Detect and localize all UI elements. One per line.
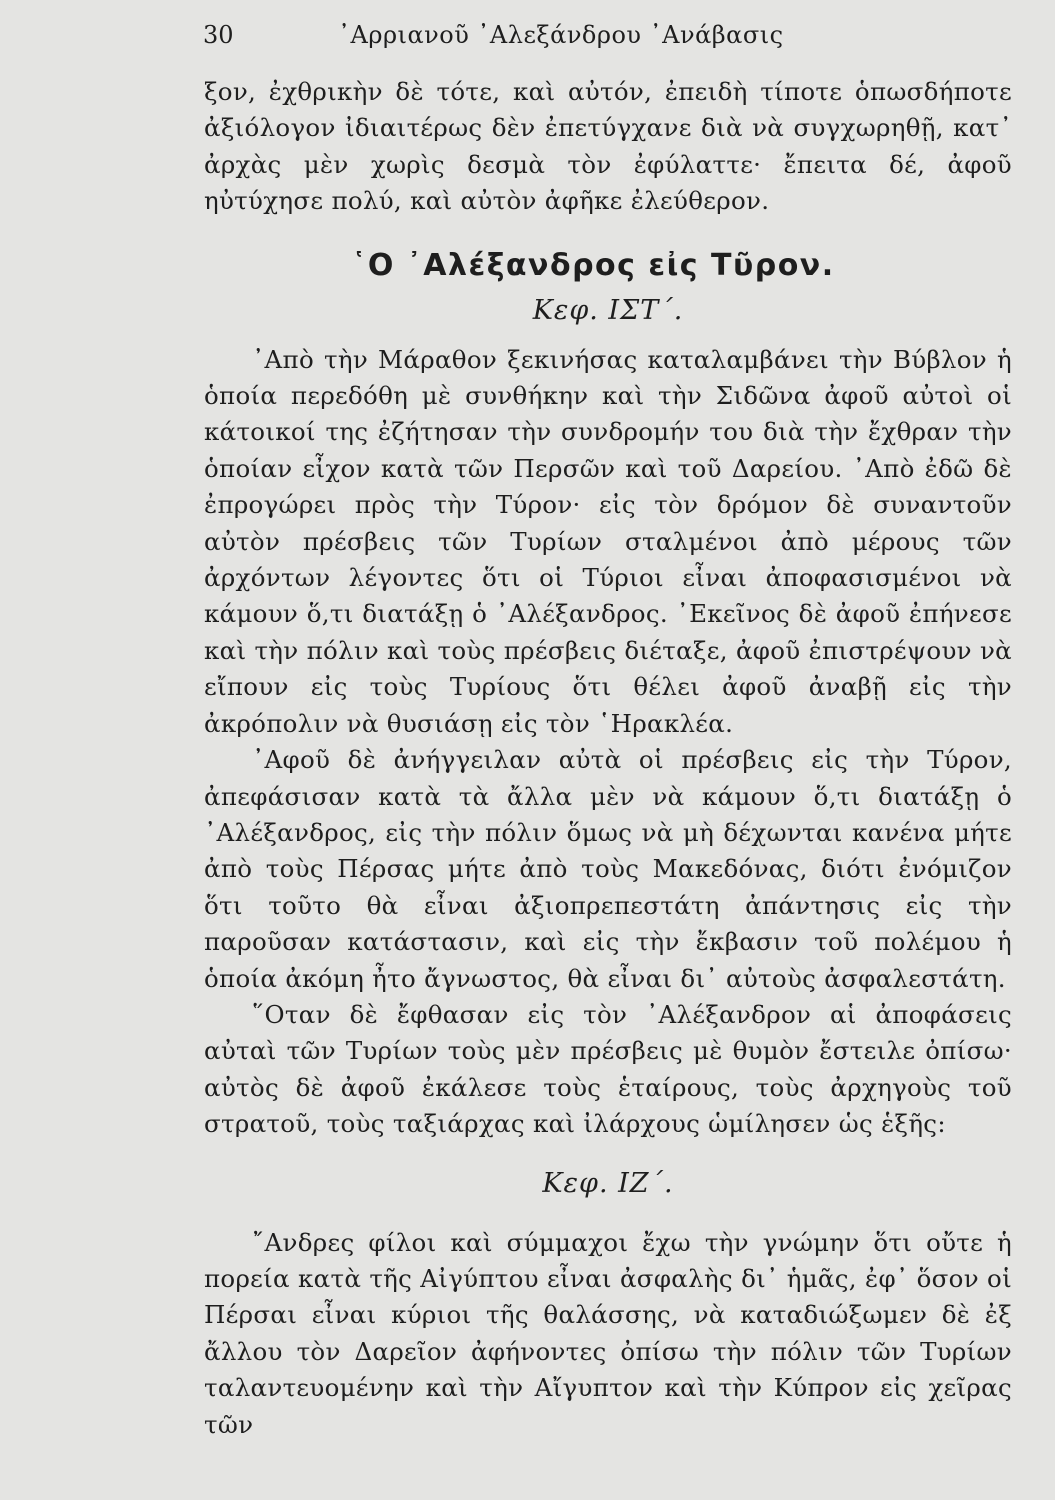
paragraph: ῎Ανδρες φίλοι καὶ σύμμαχοι ἔχω τὴν γνώμην ὅτι οὔτε ἡ πορεία κατὰ τῆς Αἰγύπτου εἶναι ἀσφαλὴς δι᾿ ἡμᾶς, ἐφ᾿ ὅσον οἱ Πέρσαι εἶναι κύριοι τῆς θαλάσσης, νὰ καταδιώξωμεν δὲ ἐξ ἄλλου τὸν Δαρεῖον ἀφήνοντες ὀπίσω τὴν πόλιν τῶν Τυρίων ταλαντευομένην καὶ τὴν Αἴγυπτον καὶ τὴν Κύπρον εἰς χεῖρας τῶν: [204, 1227, 1012, 1439]
page-body: [204, 74, 1012, 1443]
paragraph: ᾿Αφοῦ δὲ ἀνήγγειλαν αὐτὰ οἱ πρέσβεις εἰς τὴν Τύρον, ἀπεφάσισαν κατὰ τὰ ἄλλα μὲν νὰ κάμουν ὅ,τι διατάξῃ ὁ ᾿Αλέξανδρος, εἰς τὴν πόλιν ὅμως νὰ μὴ δέχωνται κανένα μήτε ἀπὸ τοὺς Πέρσας μήτε ἀπὸ τοὺς Μακεδόνας, διότι ἐνόμιζον ὅτι τοῦτο θὰ εἶναι ἀξιοπρεπεστάτη ἀπάντησις εἰς τὴν παροῦσαν κατάστασιν, καὶ εἰς τὴν ἔκβασιν τοῦ πολέμου ἡ ὁποία ἀκόμη ἦτο ἄγνωστος, θὰ εἶναι δι᾿ αὐτοὺς ἀσφαλεστάτη.: [204, 745, 1012, 993]
paragraph: ᾿Απὸ τὴν Μάραθον ξεκινήσας καταλαμβάνει τὴν Βύβλον ἡ ὁποία περεδόθη μὲ συνθήκην καὶ τὴν Σιδῶνα ἀφοῦ αὐτοὶ οἱ κάτοικοί της ἐζήτησαν τὴν συνδρομήν του διὰ τὴν ἔχθραν τὴν ὁποίαν εἶχον κατὰ τῶν Περσῶν καὶ τοῦ Δαρείου. ᾿Απὸ ἐδῶ δὲ ἐπρογώρει πρὸς τὴν Τύρον· εἰς τὸν δρόμον δὲ συναντοῦν αὐτὸν πρέσβεις τῶν Τυρίων σταλμένοι ἀπὸ μέρους τῶν ἀρχόντων λέγοντες ὅτι οἱ Τύριοι εἶναι ἀποφασισμένοι νὰ κάμουν ὅ,τι διατάξῃ ὁ ᾿Αλέξανδρος. ᾿Εκεῖνος δὲ ἀφοῦ ἐπήνεσε καὶ τὴν πόλιν καὶ τοὺς πρέσβεις διέταξε, ἀφοῦ ἐπιστρέψουν νὰ εἴπουν εἰς τοὺς Τυρίους ὅτι θέλει ἀφοῦ ἀναβῇ εἰς τὴν ἀκρόπολιν νὰ θυσιάσῃ εἰς τὸν ῾Ηρακλέα.: [204, 344, 1012, 738]
running-title: ᾿Αρριανοῦ ᾿Αλεξάνδρου ᾿Ανάβασις: [338, 21, 784, 49]
section-title: ῾Ο ᾿Αλέξανδρος εἰς Τῦρον.: [351, 247, 835, 283]
page-number: 30: [203, 21, 234, 49]
page-header: [203, 18, 1013, 52]
paragraph: ῞Οταν δὲ ἔφθασαν εἰς τὸν ᾿Αλέξανδρον αἱ ἀποφάσεις αὐταὶ τῶν Τυρίων τοὺς μὲν πρέσβεις μὲ θυμὸν ἔστειλε ὀπίσω· αὐτὸς δὲ ἀφοῦ ἐκάλεσε τοὺς ἑταίρους, τοὺς ἀρχηγοὺς τοῦ στρατοῦ, τοὺς ταξιάρχας καὶ ἰλάρχους ὡμίλησεν ὡς ἑξῆς:: [204, 999, 1012, 1139]
chapter-heading: Κεφ. ΙΖ΄.: [542, 1167, 674, 1199]
chapter-heading: Κεφ. ΙΣΤ΄.: [532, 294, 684, 326]
paragraph-continuation: ξον, ἐχθρικὴν δὲ τότε, καὶ αὐτόν, ἐπειδὴ τίποτε ὁπωσδήποτε ἀξιόλογον ἰδιαιτέρως δὲν ἐπετύγχανε διὰ νὰ συγχωρηθῇ, κατ᾿ ἀρχὰς μὲν χωρὶς δεσμὰ τὸν ἐφύλαττε· ἔπειτα δέ, ἀφοῦ ηὐτύχησε πολύ, καὶ αὐτὸν ἀφῆκε ἐλεύθερον.: [204, 77, 1012, 216]
